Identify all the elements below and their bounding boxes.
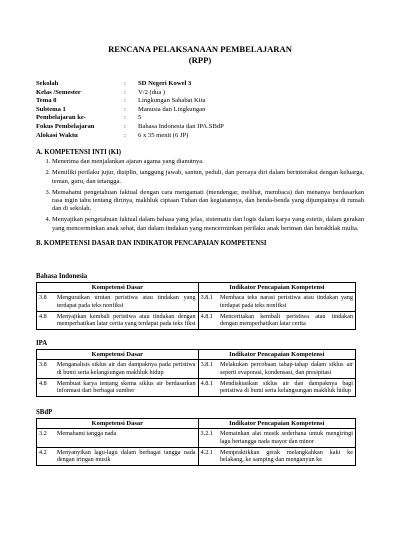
table-row	[37, 378, 356, 396]
indicator-number: 3.8.1	[198, 293, 218, 311]
subject-heading: Bahasa Indonesia	[36, 272, 88, 280]
kd-number: 4.8	[37, 378, 55, 396]
competency-table-bahasa	[36, 282, 356, 330]
meta-value: 5	[138, 114, 142, 122]
meta-row-theme: Tema 8 : Lingkungan Sahabat Kita	[36, 97, 364, 106]
meta-value: SD Negeri Kowel 3	[138, 80, 192, 87]
indicator-text: Melakukan percobaan tahap-tahap dalam siklus air seperti evaporasi, kondensasi, dan presipitasi	[218, 360, 356, 378]
competency-table-sbdp	[36, 418, 356, 466]
kd-number: 4.2	[37, 447, 55, 465]
document-title	[36, 44, 364, 66]
meta-key: Alokasi Waktu	[36, 131, 78, 139]
table-row	[37, 447, 356, 465]
indicator-text: Membaca teks narasi peristiwa atau tindakan yang terdapat pada teks nonfiksi	[218, 293, 355, 311]
competency-table-ipa	[36, 349, 356, 397]
meta-row-lesson: Pembelajaran ke- : 5	[36, 114, 364, 123]
indicator-text: Mendiskusikan siklus air dan dampaknya bagi peristiwa di bumi serta kelangsungan makhluk hidup	[218, 378, 356, 396]
indicator-number: 3.8.1	[198, 360, 218, 378]
kd-number: 4.8	[37, 311, 55, 329]
meta-key: Sekolah	[36, 80, 59, 87]
section-b-heading: B. KOMPETENSI DASAR DAN INDIKATOR PENCAPAIAN KOMPETENSI	[36, 239, 267, 247]
section-a-heading: A. KOMPETENSI INTI (KI)	[36, 149, 121, 157]
meta-row-school: Sekolah : SD Negeri Kowel 3	[36, 80, 364, 89]
kd-number: 3.8	[37, 360, 55, 378]
meta-key: Fokus Pembelajaran	[36, 122, 95, 130]
list-item: 4. Menyajikan pengetahuan faktual dalam bahasa yang jelas, sistematis dan logis dalam karya yang estetis, dalam gerakan yang mencerminkan anak sehat, dan dalam tindakan yang mencerminkan perilaku anak beriman dan berakhlak mulia.	[52, 216, 364, 232]
meta-key: Kelas /Semester	[36, 88, 81, 96]
kd-text: Menguraikan urutan peristiwa atau tindakan yang terdapat pada teks nonfiksi	[55, 293, 198, 311]
meta-key: Tema 8	[36, 97, 57, 105]
meta-value: 6 x 35 menit (6 JP)	[138, 131, 189, 139]
kd-text: Menyajikan kembali peristiwa atau tindakan dengan memperhatikan latar cerita yang terdapat pada teks fiksi	[55, 311, 198, 329]
title-line-2: (RPP)	[188, 55, 212, 65]
identity-block	[36, 80, 364, 140]
subject-heading: SBdP	[36, 408, 53, 416]
meta-key: Subtema 1	[36, 105, 66, 113]
meta-value: Lingkungan Sahabat Kita	[138, 97, 206, 105]
column-header: Kompetensi Dasar	[37, 418, 199, 429]
table-row	[37, 360, 356, 378]
title-line-1: RENCANA PELAKSANAAN PEMBELAJARAN	[108, 44, 292, 54]
indicator-text: Mempraktikkan gerak melangkahkan kaki ke belakang, ke samping dan menganyun ke	[218, 447, 356, 465]
indicator-number: 3.2.1	[198, 429, 218, 447]
column-header: Indikator Pencapaian Kompetensi	[198, 418, 355, 429]
meta-row-class: Kelas /Semester : V/2 (dua )	[36, 89, 364, 98]
kd-text: Membuat karya tentang skema siklus air berdasarkan informasi dari berbagai sumber	[55, 378, 198, 396]
list-item: 2. Memiliki perilaku jujur, disiplin, tanggung jawab, santun, peduli, dan percaya diri dalam berinteraksi dengan keluarga, teman, guru, dan tetangga.	[52, 169, 364, 185]
indicator-number: 4.2.1	[198, 447, 218, 465]
column-header: Kompetensi Dasar	[37, 349, 199, 360]
kd-text: Menganalisis siklus air dan dampaknya pada peristiwa di bumi serta kelangsungan makhluk hidup	[55, 360, 198, 378]
table-row	[37, 293, 356, 311]
kd-text: Memahami tangga nada	[55, 429, 198, 447]
meta-key: Pembelajaran ke-	[36, 114, 86, 122]
indicator-number: 4.8.1	[198, 311, 218, 329]
kd-number: 3.2	[37, 429, 55, 447]
subject-heading: IPA	[36, 339, 48, 347]
core-competency-list	[36, 158, 364, 233]
meta-row-focus: Fokus Pembelajaran : Bahasa Indonesia dan IPA.SBdP	[36, 123, 364, 132]
kd-text: Menyanyikan lagu-lagu dalam berbagai tangga nada dengan iringan musik	[55, 447, 198, 465]
meta-row-subtheme: Subtema 1 : Manusia dan Lingkungan	[36, 106, 364, 115]
column-header: Indikator Pencapaian Kompetensi	[198, 349, 355, 360]
column-header: Kompetensi Dasar	[37, 282, 199, 293]
kd-number: 3.8	[37, 293, 55, 311]
meta-value: Bahasa Indonesia dan IPA.SBdP	[138, 122, 224, 130]
indicator-text: Menceritakan kembali peristiwa atau tindakan dengan memperhatikan latar cerita	[218, 311, 355, 329]
table-row	[37, 429, 356, 447]
column-header: Indikator Pencapaian Kompetensi	[198, 282, 355, 293]
list-item: 1. Menerima dan menjalankan ajaran agama yang dianutnya.	[52, 158, 364, 166]
meta-value: V/2 (dua )	[138, 88, 166, 96]
list-item: 3. Memahami pengetahuan faktual dengan cara mengamati (mendengar, melihat, membaca) dan menanya berdasarkan rasa ingin tahu tentang dirinya, makhluk ciptaan Tuhan dan kegiatannya, dan benda-benda yang dijumpainya di rumah dan di sekolah.	[52, 189, 364, 214]
meta-value: Manusia dan Lingkungan	[138, 105, 206, 113]
table-row	[37, 311, 356, 329]
indicator-number: 4.8.1	[198, 378, 218, 396]
indicator-text: Memainkan alat musik sederhana untuk mengiringi lagu bertangga nada mayor dan minor	[218, 429, 356, 447]
meta-row-time: Alokasi Waktu : 6 x 35 menit (6 JP)	[36, 132, 364, 141]
